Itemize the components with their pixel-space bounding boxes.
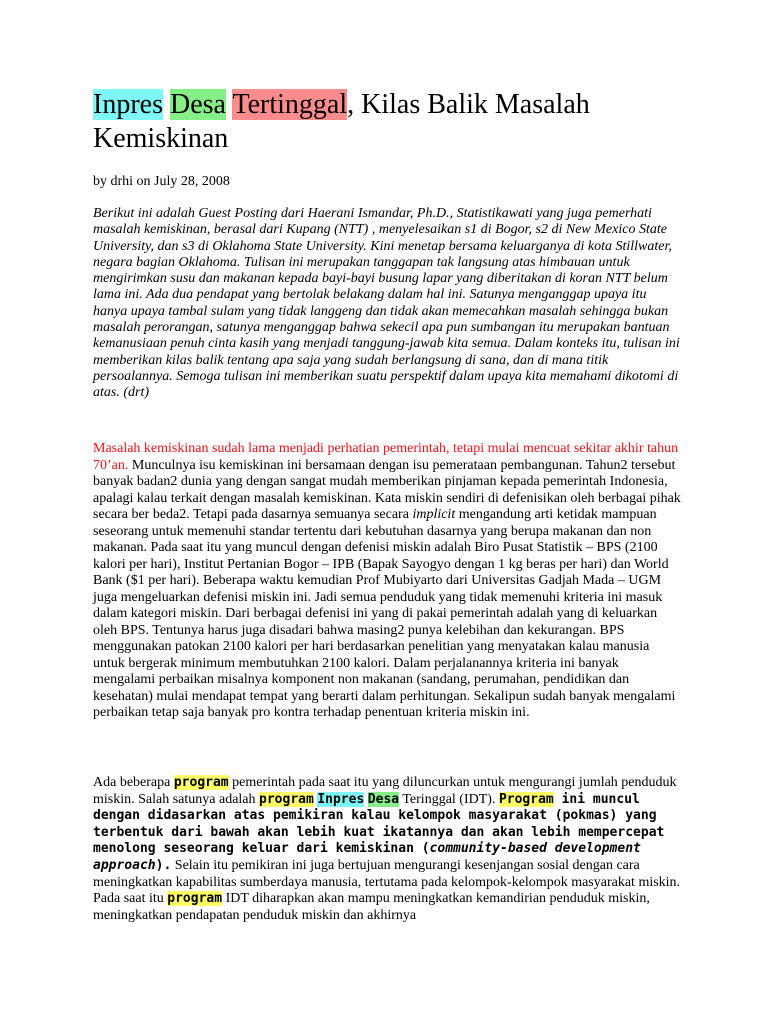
para2-bold-italic: community-based development approach	[93, 841, 641, 873]
byline: by drhi on July 28, 2008	[93, 174, 230, 189]
body-paragraph-2	[93, 775, 683, 924]
title-highlight-tertinggal: Tertinggal	[232, 89, 348, 120]
para2-text-5: IDT diharapkan akan mampu meningkatkan kemandirian penduduk miskin, meningkatkan pendapatan penduduk miskin dan akhirnya	[93, 891, 650, 923]
highlight-program-4: program	[167, 891, 223, 907]
highlight-program-3: Program	[498, 791, 554, 807]
highlight-program-2: program	[259, 791, 314, 807]
highlight-inpres: Inpres	[317, 791, 365, 807]
article-title	[93, 88, 713, 156]
red-lead-sentence: Masalah kemiskinan sudah lama menjadi perhatian pemerintah, tetapi mulai mencuat sekitar akhir tahun 70’an.	[93, 441, 679, 473]
title-highlight-inpres: Inpres	[93, 89, 163, 120]
para2-text-1: Ada beberapa	[93, 775, 174, 790]
intro-paragraph: Berikut ini adalah Guest Posting dari Haerani Ismandar, Ph.D., Statistikawati yang juga pemerhati masalah kemiskinan, berasal dari Kupang (NTT) , menyelesaikan s1 di Bogor, s2 di New Mexico State University, dan s3 di Oklahoma State University. Kini menetap bersama keluarganya di kota Stillwater, negara bagian Oklahoma. Tulisan ini merupakan tanggapan tak langsung atas himbauan untuk mengirimkan susu dan makanan kepada bayi-bayi busung lapar yang diberitakan di koran NTT belum lama ini. Ada dua pendapat yang bertolak belakang dalam hal ini. Satunya menganggap upaya itu hanya upaya tambal sulam yang tidak langgeng dan tidak akan memecahkan masalah sehingga bukan masalah perorangan, satunya menganggap bahwa sekecil apa pun sumbangan itu merupakan bantuan kemanusiaan penuh cinta kasih yang menjadi tanggung-jawab kita semua. Dalam konteks itu, tulisan ini memberikan kilas balik tentang apa saja yang sudah berlangsung di sana, dan di mana titik persoalannya. Semoga tulisan ini memberikan suatu perspektif dalam upaya kita memahami dikotomi di atas. (drt)	[93, 206, 680, 401]
para2-bold-b: ).	[155, 857, 172, 873]
title-highlight-desa: Desa	[169, 89, 226, 120]
title-rest: , Kilas Balik Masalah Kemiskinan	[93, 89, 590, 154]
para2-bold-a: ini muncul dengan didasarkan atas pemikiran kalau kelompok masyarakat (pokmas) yang terbentuk dari bawah akan lebih kuat ikatannya dan akan lebih mempercepat menolong seseorang keluar dari kemiskinan (	[93, 791, 665, 857]
para2-text-3: Teringgal (IDT).	[399, 791, 499, 807]
para2-text-2: pemerintah pada saat itu yang diluncurkan untuk mengurangi jumlah penduduk miskin. Salah satunya adalah	[93, 775, 677, 807]
highlight-desa: Desa	[367, 791, 400, 807]
para1-implicit: implicit	[412, 507, 456, 522]
para2-text-4: Selain itu pemikiran ini juga bertujuan mengurangi kesenjangan sosial dengan cara meningkatkan kapabilitas sumberdaya manusia, tertutama pada kelompok-kelompok masyarakat miskin. Pada saat itu	[93, 857, 681, 907]
para1-text-a: Munculnya isu kemiskinan ini bersamaan dengan isu pemerataan pembangunan. Tahun2 tersebut banyak badan2 dunia yang dengan sangat mudah memberikan pinjaman kepada pemerintah Indonesia, apalagi kalau terkait dengan masalah kemiskinan. Kata miskin sendiri di defenisikan oleh berbagai pihak secara ber beda2. Tetapi pada dasarnya semuanya secara	[93, 457, 681, 522]
para1-text-b: mengandung arti ketidak mampuan seseorang untuk memenuhi standar tertentu dari kebutuhan dasarnya yang berupa makanan dan non makanan. Pada saat itu yang muncul dengan defenisi miskin adalah Biro Pusat Statistik – BPS (2100 kalori per hari), Institut Pertanian Bogor – IPB (Bapak Sayogyo dengan 1 kg beras per hari) dan World Bank ($1 per hari). Beberapa waktu kemudian Prof Mubiyarto dari Universitas Gadjah Mada – UGM juga mengeluarkan defenisi miskin ini. Jadi semua penduduk yang tidak memenuhi kriteria ini masuk dalam kategori miskin. Dari berbagai defenisi ini yang di pakai pemerintah adalah yang di keluarkan oleh BPS. Tentunya harus juga disadari bahwa masing2 punya kelebihan dan kekurangan. BPS menggunakan patokan 2100 kalori per hari berdasarkan penelitian yang menyatakan kalau manusia untuk bergerak minimum membutuhkan 2100 kalori. Dalam perjalanannya kriteria ini banyak mengalami perbaikan misalnya komponent non makanan (sandang, perumahan, pendidikan dan kesehatan) mulai mendapat tempat yang berarti dalam perhitungan. Sekalipun sudah banyak mengalami perbaikan tetap saja banyak pro kontra terhadap penentuan kriteria miskin ini.	[93, 507, 676, 720]
body-paragraph-1	[93, 441, 683, 722]
highlight-program-1: program	[173, 775, 229, 790]
